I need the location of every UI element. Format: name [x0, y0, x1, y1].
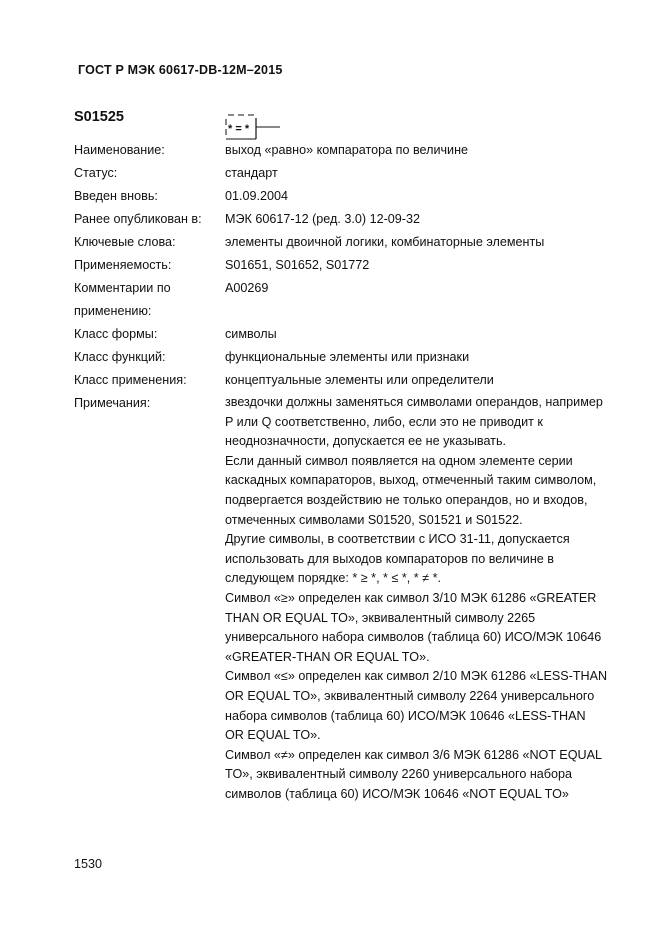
notes-row	[74, 392, 644, 804]
field-value: S01651, S01652, S01772	[225, 258, 370, 272]
attribute-table	[74, 139, 644, 804]
field-label: Статус:	[74, 166, 118, 180]
field-value: МЭК 60617-12 (ред. 3.0) 12-09-32	[225, 212, 420, 226]
notes-line: OR EQUAL TO».	[225, 728, 321, 743]
notes-line: использовать для выходов компараторов по величине в	[225, 551, 554, 566]
notes-line: следующем порядке: * ≥ *, * ≤ *, * ≠ *.	[225, 571, 441, 586]
notes-body	[225, 392, 644, 804]
notes-line: символов (таблица 60) ИСО/МЭК 10646 «NOT EQUAL TO»	[225, 786, 569, 801]
field-label: применению:	[74, 304, 152, 318]
notes-line: OR EQUAL TO», эквивалентный символу 2264 универсального	[225, 688, 595, 703]
field-row	[74, 300, 644, 323]
field-value: символы	[225, 327, 277, 341]
notes-line: каскадных компараторов, выход, отмеченный таким символом,	[225, 473, 597, 488]
notes-line: отмеченных символами S01520, S01521 и S01522.	[225, 512, 523, 527]
notes-line: набора символов (таблица 60) ИСО/МЭК 10646 «LESS-THAN	[225, 708, 586, 723]
field-label: Класс функций:	[74, 350, 166, 364]
field-value: концептуальные элементы или определители	[225, 373, 494, 387]
field-label: Комментарии по	[74, 281, 171, 295]
notes-label: Примечания:	[74, 396, 151, 410]
notes-paragraph	[225, 746, 644, 805]
field-label: Ранее опубликован в:	[74, 212, 202, 226]
notes-paragraph	[225, 589, 644, 667]
field-label: Наименование:	[74, 143, 165, 157]
field-row	[74, 231, 644, 254]
notes-paragraph	[225, 452, 644, 530]
field-value: A00269	[225, 281, 269, 295]
field-row	[74, 369, 644, 392]
notes-line: Символ «≠» определен как символ 3/6 МЭК 61286 «NOT EQUAL	[225, 747, 602, 762]
field-label: Класс формы:	[74, 327, 158, 341]
notes-line: универсального набора символов (таблица 60) ИСО/МЭК 10646	[225, 630, 602, 645]
field-row	[74, 139, 644, 162]
field-label: Ключевые слова:	[74, 235, 176, 249]
field-row	[74, 323, 644, 346]
notes-line: P или Q соответственно, либо, если это не приводит к	[225, 414, 543, 429]
symbol-text: * = *	[228, 123, 250, 135]
field-row	[74, 346, 644, 369]
notes-line: подвергается воздействию не только операндов, но и входов,	[225, 492, 588, 507]
field-row	[74, 185, 644, 208]
notes-paragraph	[225, 393, 644, 452]
field-label: Введен вновь:	[74, 189, 158, 203]
document-header: ГОСТ Р МЭК 60617-DB-12M–2015	[78, 63, 283, 77]
notes-paragraph	[225, 667, 644, 745]
notes-paragraph	[225, 530, 644, 589]
notes-line: Символ «≥» определен как символ 3/10 МЭК 61286 «GREATER	[225, 590, 597, 605]
field-value: элементы двоичной логики, комбинаторные элементы	[225, 235, 545, 249]
notes-line: неоднозначности, допускается ее не указывать.	[225, 434, 507, 449]
comparator-equal-symbol	[222, 112, 282, 142]
symbol-code: S01525	[74, 109, 124, 125]
notes-line: Если данный символ появляется на одном элементе серии	[225, 453, 573, 468]
notes-line: THAN OR EQUAL TO», эквивалентный символу 2265	[225, 610, 536, 625]
notes-line: Символ «≤» определен как символ 2/10 МЭК 61286 «LESS-THAN	[225, 669, 608, 684]
notes-line: TO», эквивалентный символу 2260 универсального набора	[225, 767, 573, 782]
notes-line: «GREATER-THAN OR EQUAL TO».	[225, 649, 430, 664]
field-row	[74, 162, 644, 185]
notes-line: Другие символы, в соответствии с ИСО 31-11, допускается	[225, 532, 570, 547]
page-number: 1530	[74, 857, 103, 871]
field-label: Применяемость:	[74, 258, 172, 272]
field-value: 01.09.2004	[225, 189, 289, 203]
field-row	[74, 277, 644, 300]
field-row	[74, 208, 644, 231]
field-label: Класс применения:	[74, 373, 187, 387]
field-value: выход «равно» компаратора по величине	[225, 143, 469, 157]
field-value: стандарт	[225, 166, 278, 180]
field-value: функциональные элементы или признаки	[225, 350, 470, 364]
notes-line: звездочки должны заменяться символами операндов, например	[225, 395, 603, 409]
field-row	[74, 254, 644, 277]
field-value	[225, 300, 644, 323]
